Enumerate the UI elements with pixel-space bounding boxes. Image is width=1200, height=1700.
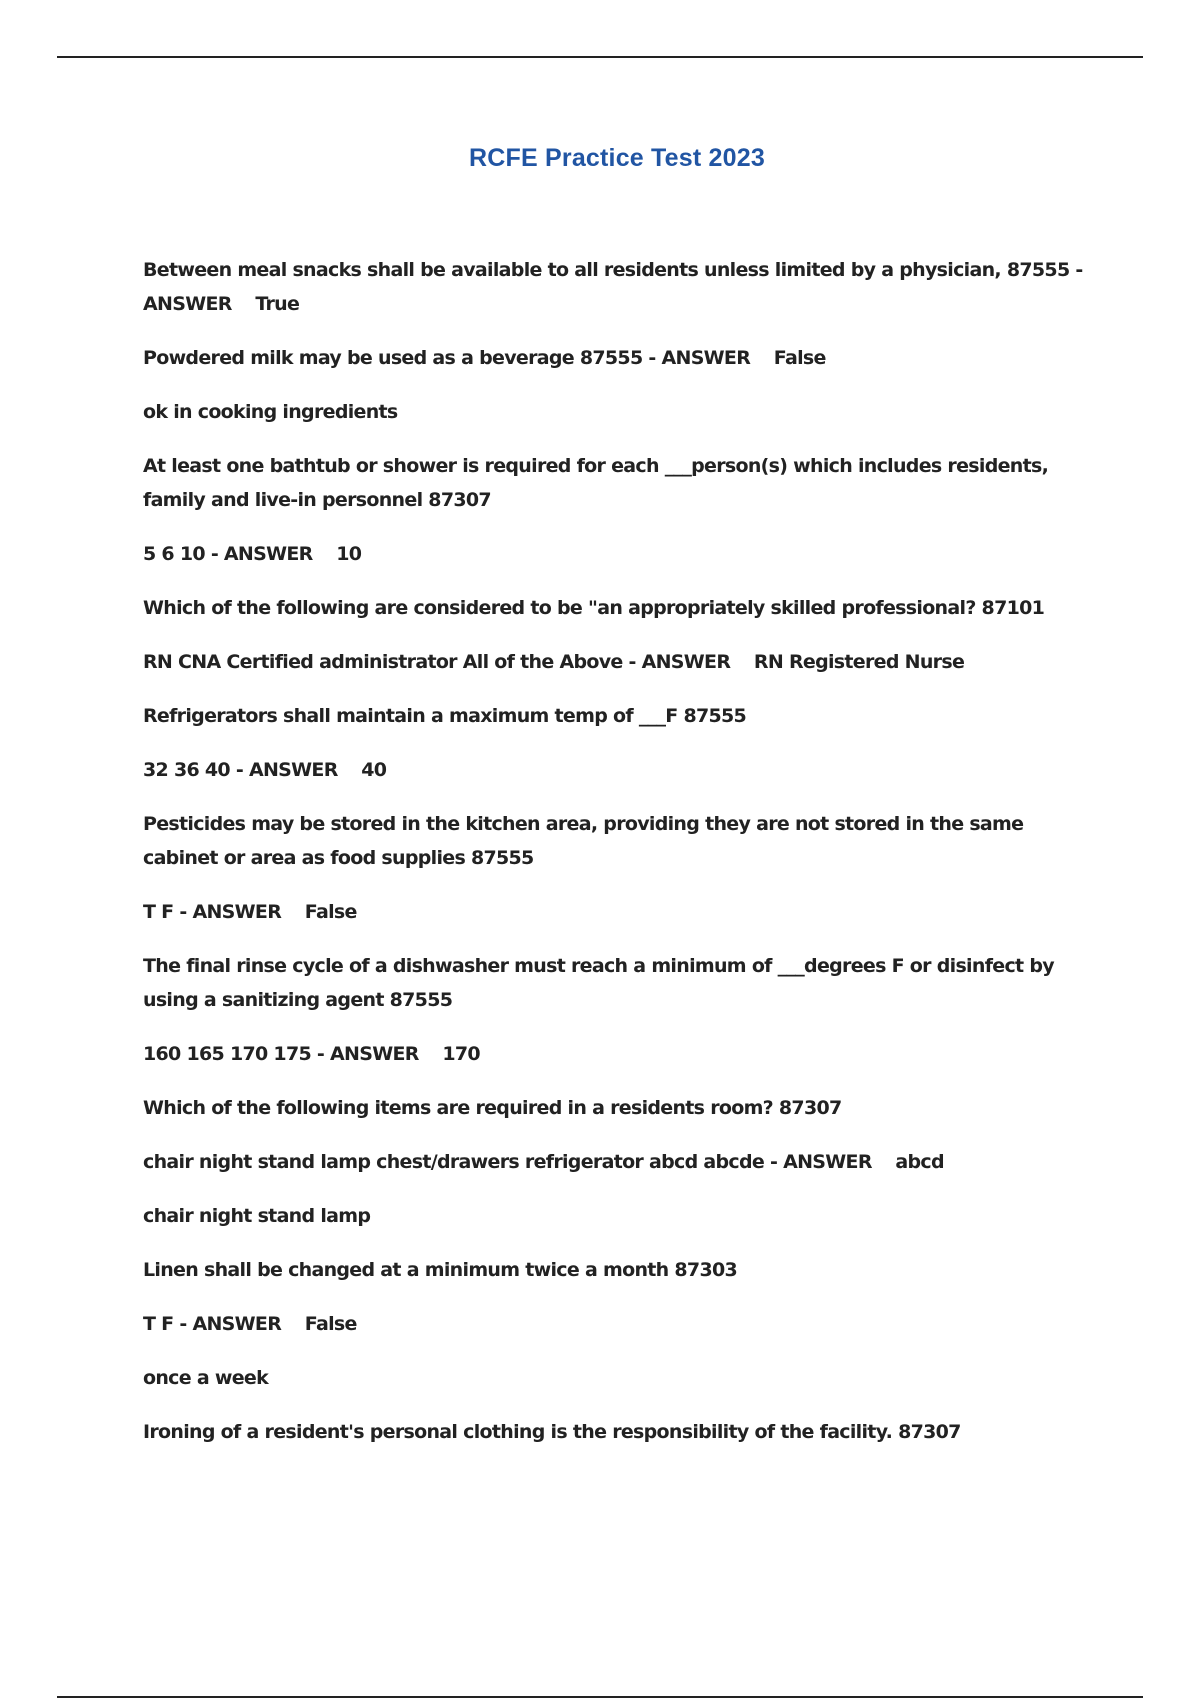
text-line: Which of the following are considered to be "an appropriately skilled professional? 87101 bbox=[143, 597, 1045, 619]
text-line: Which of the following items are required in a residents room? 87307 bbox=[143, 1097, 842, 1119]
text-line: chair night stand lamp chest/drawers refrigerator abcd abcde - ANSWER abcd bbox=[143, 1151, 944, 1173]
text-line: chair night stand lamp bbox=[143, 1205, 371, 1227]
text-line: 5 6 10 - ANSWER 10 bbox=[143, 543, 362, 565]
text-line: Between meal snacks shall be available to all residents unless limited by a physician, 87555 - ANSWER True bbox=[143, 259, 1083, 315]
text-line: At least one bathtub or shower is required for each ___person(s) which includes residents, family and live-in personnel 87307 bbox=[143, 455, 1049, 511]
document-title: RCFE Practice Test 2023 bbox=[469, 144, 765, 172]
text-line: Ironing of a resident's personal clothing is the responsibility of the facility. 87307 bbox=[143, 1421, 961, 1443]
header-rule bbox=[57, 56, 1143, 58]
text-line: Refrigerators shall maintain a maximum temp of ___F 87555 bbox=[143, 705, 747, 727]
text-line: Linen shall be changed at a minimum twice a month 87303 bbox=[143, 1259, 738, 1281]
text-line: T F - ANSWER False bbox=[143, 901, 357, 923]
text-line: T F - ANSWER False bbox=[143, 1313, 357, 1335]
text-line: ok in cooking ingredients bbox=[143, 401, 398, 423]
text-line: once a week bbox=[143, 1367, 269, 1389]
text-line: RN CNA Certified administrator All of the Above - ANSWER RN Registered Nurse bbox=[143, 651, 965, 673]
document-body bbox=[143, 253, 1083, 1469]
text-line: 160 165 170 175 - ANSWER 170 bbox=[143, 1043, 480, 1065]
footer-rule bbox=[57, 1696, 1143, 1698]
text-line: Powdered milk may be used as a beverage 87555 - ANSWER False bbox=[143, 347, 826, 369]
text-line: 32 36 40 - ANSWER 40 bbox=[143, 759, 387, 781]
text-line: The final rinse cycle of a dishwasher must reach a minimum of ___degrees F or disinfect by using a sanitizing agent 87555 bbox=[143, 955, 1054, 1011]
text-line: Pesticides may be stored in the kitchen area, providing they are not stored in the same cabinet or area as food supplies 87555 bbox=[143, 813, 1024, 869]
